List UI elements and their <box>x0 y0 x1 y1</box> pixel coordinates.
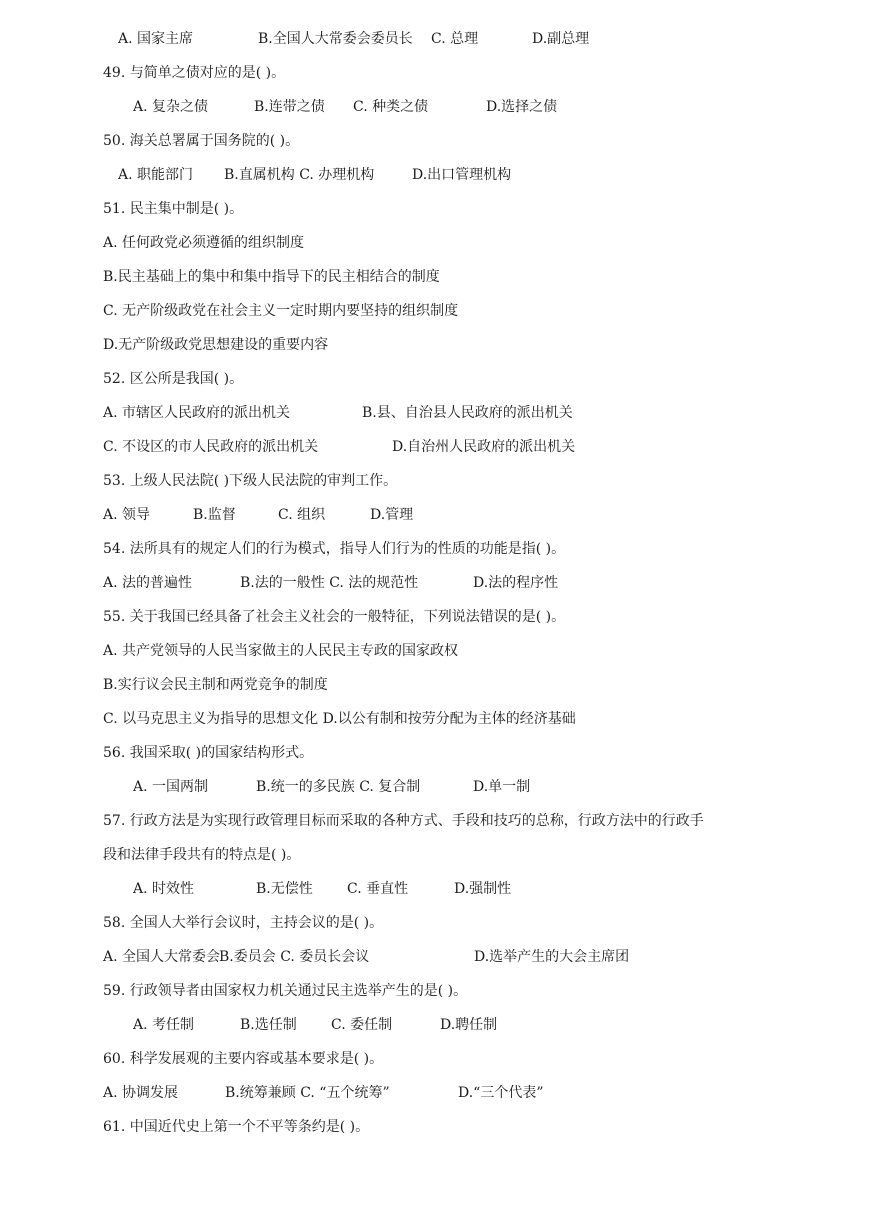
answer-option: A. 领导 <box>103 506 151 523</box>
answer-option: D.“三个代表” <box>458 1084 544 1101</box>
answer-option: B.连带之债 <box>254 98 325 115</box>
option-text: B.实行议会民主制和两党竞争的制度 <box>103 676 328 693</box>
answer-option: A. 考任制 <box>133 1016 195 1033</box>
question-text: 56. 我国采取( )的国家结构形式。 <box>103 744 314 761</box>
answer-option: B.直属机构 C. 办理机构 <box>224 166 375 183</box>
question-text: 50. 海关总署属于国务院的( )。 <box>103 132 300 149</box>
answer-option: A. 时效性 <box>133 880 195 897</box>
answer-options-row <box>0 1082 869 1104</box>
question-text: 59. 行政领导者由国家权力机关通过民主选举产生的是( )。 <box>103 982 468 999</box>
answer-option: A. 全国人大常委会 <box>103 948 221 965</box>
question-text: 57. 行政方法是为实现行政管理目标而采取的各种方式、手段和技巧的总称，行政方法中的行政手 <box>103 812 704 829</box>
answer-option: B.县、自治县人民政府的派出机关 <box>362 404 573 421</box>
answer-options-row <box>0 1014 869 1036</box>
option-text: A. 任何政党必须遵循的组织制度 <box>103 234 305 251</box>
answer-option: C. 种类之债 <box>353 98 429 115</box>
answer-option: D.副总理 <box>532 30 590 47</box>
question-text: 51. 民主集中制是( )。 <box>103 200 244 217</box>
option-text: A. 共产党领导的人民当家做主的人民民主专政的国家政权 <box>103 642 459 659</box>
answer-option: B.选任制 <box>240 1016 297 1033</box>
answer-option: D.单一制 <box>473 778 531 795</box>
answer-option: A. 国家主席 <box>118 30 194 47</box>
answer-options-row <box>0 572 869 594</box>
answer-option: B.统一的多民族 C. 复合制 <box>256 778 421 795</box>
answer-option: A. 市辖区人民政府的派出机关 <box>103 404 291 421</box>
answer-option: B.法的一般性 C. 法的规范性 <box>240 574 419 591</box>
answer-option: C. 委任制 <box>331 1016 393 1033</box>
answer-options-row <box>0 96 869 118</box>
answer-options-row <box>0 436 869 458</box>
answer-option: B.无偿性 <box>256 880 313 897</box>
question-text: 61. 中国近代史上第一个不平等条约是( )。 <box>103 1118 370 1135</box>
answer-option: C. 垂直性 <box>347 880 409 897</box>
answer-option: C. 不设区的市人民政府的派出机关 <box>103 438 319 455</box>
question-text: 54. 法所具有的规定人们的行为模式，指导人们行为的性质的功能是指( )。 <box>103 540 566 557</box>
option-text: C. 无产阶级政党在社会主义一定时期内要坚持的组织制度 <box>103 302 459 319</box>
answer-option: C. 总理 <box>431 30 479 47</box>
question-text: 60. 科学发展观的主要内容或基本要求是( )。 <box>103 1050 384 1067</box>
answer-option: D.出口管理机构 <box>412 166 512 183</box>
answer-options-row <box>0 28 869 50</box>
answer-option: C. 组织 <box>278 506 326 523</box>
answer-option: B.统筹兼顾 C. “五个统筹” <box>225 1084 390 1101</box>
option-text: B.民主基础上的集中和集中指导下的民主相结合的制度 <box>103 268 440 285</box>
answer-option: B.委员会 C. 委员长会议 <box>219 948 370 965</box>
answer-options-row <box>0 504 869 526</box>
answer-option: D.选举产生的大会主席团 <box>474 948 630 965</box>
question-text: 53. 上级人民法院( )下级人民法院的审判工作。 <box>103 472 398 489</box>
answer-option: D.法的程序性 <box>473 574 559 591</box>
answer-options-row <box>0 164 869 186</box>
question-text: 52. 区公所是我国( )。 <box>103 370 244 387</box>
answer-option: D.聘任制 <box>440 1016 498 1033</box>
option-text: 段和法律手段共有的特点是( )。 <box>103 846 301 863</box>
answer-options-row <box>0 402 869 424</box>
question-text: 58. 全国人大举行会议时，主持会议的是( )。 <box>103 914 384 931</box>
answer-option: A. 职能部门 <box>118 166 194 183</box>
answer-option: A. 复杂之债 <box>133 98 209 115</box>
answer-option: D.管理 <box>370 506 414 523</box>
answer-option: A. 法的普遍性 <box>103 574 193 591</box>
answer-option: A. 一国两制 <box>133 778 209 795</box>
answer-options-row <box>0 776 869 798</box>
answer-option: B.监督 <box>193 506 236 523</box>
option-text: D.无产阶级政党思想建设的重要内容 <box>103 336 329 353</box>
answer-option: D.自治州人民政府的派出机关 <box>392 438 576 455</box>
answer-option: A. 协调发展 <box>103 1084 179 1101</box>
answer-option: D.选择之债 <box>486 98 558 115</box>
question-text: 55. 关于我国已经具备了社会主义社会的一般特征，下列说法错误的是( )。 <box>103 608 566 625</box>
answer-options-row <box>0 878 869 900</box>
option-text: C. 以马克思主义为指导的思想文化 D.以公有制和按劳分配为主体的经济基础 <box>103 710 576 727</box>
answer-option: D.强制性 <box>454 880 512 897</box>
answer-options-row <box>0 946 869 968</box>
answer-option: B.全国人大常委会委员长 <box>258 30 413 47</box>
question-text: 49. 与简单之债对应的是( )。 <box>103 64 286 81</box>
